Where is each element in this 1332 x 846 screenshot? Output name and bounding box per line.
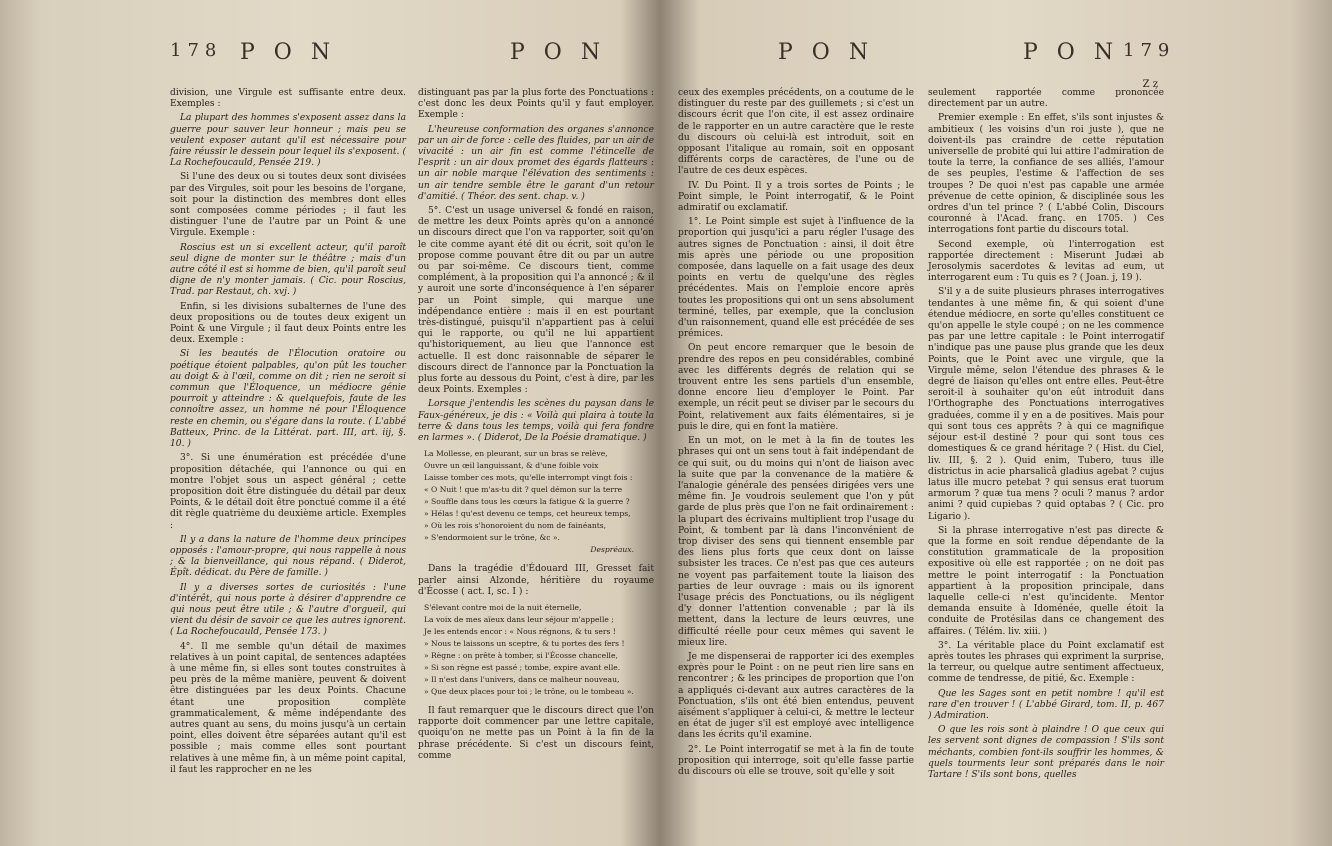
paragraph: 2°. Le Point interrogatif se met à la fin de toute proposition qui interroge, soit qu'elle fasse partie du discours où elle se trouve, soit qu'elle y soit <box>678 744 914 777</box>
paragraph: Si la phrase interrogative n'est pas directe & que la forme en soit rendue dépendante de la constitution grammaticale de la proposition expositive où elle est rapportée ; on ne doit pas mettre le point interrogatif : la Ponctuation appartient à la proposition principale, dans laquelle celle-ci n'est qu'incidente. Mentor demanda ensuite à Idoménée, quelle étoit la conduite de Protésilas dans ce changement des affaires. ( Télém. liv. xiii. ) <box>928 525 1164 637</box>
paragraph: IV. Du Point. Il y a trois sortes de Points ; le Point simple, le Point interrogatif, & le Point admiratif ou exclamatif. <box>678 180 914 214</box>
paragraph: La plupart des hommes s'exposent assez dans la guerre pour sauver leur honneur ; mais peu se veulent exposer autant qu'il est nécessaire pour faire réussir le dessein pour lequel ils s'exposent. ( La Rochefoucauld, Pensée 219. ) <box>170 113 406 169</box>
paragraph: Si les beautés de l'Élocution oratoire ou poétique étoient palpables, qu'on pût les toucher au doigt & à l'œil, comme on dit ; rien ne seroit si commun que l'Éloquence, un médiocre génie pourroit y atteindre : & quelquefois, faute de les connoître assez, un homme né pour l'Éloquence reste en chemin, ou s'égare dans la route. ( L'abbé Batteux, Princ. de la Littérat. part. III, art. iij, §. 10. ) <box>170 349 406 450</box>
paragraph: Je me dispenserai de rapporter ici des exemples exprès pour le Point : on ne peut rien lire sans en rencontrer ; & les principes de proportion que l'on a appliqués ci-devant aux autres caractères de la Ponctuation, s'ils ont été bien entendus, peuvent aisément s'appliquer à celui-ci, & mettre le lecteur en état de juger s'il est employé avec intelligence dans les écrits qu'il examine. <box>678 651 914 741</box>
left-column-1 <box>170 88 406 779</box>
head-title-left: P O N <box>778 40 875 65</box>
verse-line: S'élevant contre moi de la nuit éternelle, <box>424 602 582 612</box>
paragraph: En un mot, on le met à la fin de toutes les phrases qui ont un sens tout à fait indépendant de ce qui suit, ou du moins qui n'ont de liaison avec la suite que par la convenance de la matière & l'analogie générale des pensées dirigées vers une même fin. Je voudrois seulement que l'on y pût garde de plus près que l'on ne fait ordinairement : la plupart des écrivains multiplient trop l'usage du Point, & tombent par là dans l'inconvénient de trop diviser des sens qui tiennent ensemble par des liens plus forts que ceux dont on laisse subsister les traces. Ce n'est pas que ces auteurs ne voyent pas parfaitement toute la liaison des parties de leur ouvrage : mais ou ils ignorent l'usage précis des Ponctuations, ou ils négligent d'y donner l'attention convenable ; par là ils mettent, dans la lecture de leurs œuvres, une difficulté réelle pour ceux mêmes qui savent le mieux lire. <box>678 436 914 648</box>
verse-line: » Règne : on prête à tomber, si l'Écosse chancelle, <box>424 650 618 660</box>
head-title-left: P O N <box>240 40 337 65</box>
verse-quote-2 <box>424 602 654 698</box>
paragraph: 4°. Il me semble qu'un détail de maximes relatives à un point capital, de sentences adaptées à une même fin, si elles sont toutes construites à peu près de la même manière, peuvent & doivent être distinguées par les deux Points. Chacune étant une proposition complète grammaticalement, & même indépendante des autres quant au sens, du moins jusqu'à un certain point, elles doivent être séparées autant qu'il est possible ; mais comme elles sont pourtant relatives à une même fin, à un même point capital, il faut les rapprocher en ne les <box>170 641 406 775</box>
paragraph: Enfin, si les divisions subalternes de l'une des deux propositions ou de toutes deux exigent un Point & une Virgule ; il faut deux Points entre les deux. Exemple : <box>170 301 406 346</box>
paragraph: Il faut remarquer que le discours direct que l'on rapporte doit commencer par une lettre capitale, quoiqu'on ne mette pas un Point à la fin de la phrase précédente. Si c'est un discours feint, comme <box>418 705 654 761</box>
paragraph: Roscius est un si excellent acteur, qu'il paroît seul digne de monter sur le théâtre ; mais d'un autre côté il est si homme de bien, qu'il paroît seul digne de n'y monter jamais. ( Cic. pour Roscius, Trad. par Restaut, ch. xvj. ) <box>170 242 406 298</box>
signature-mark: Z z <box>1142 79 1158 90</box>
head-title-right: P O N <box>1023 40 1120 65</box>
verse-line: Je les entends encor : « Nous régnons, & tu sers ! <box>424 626 616 636</box>
verse-line: Laisse tomber ces mots, qu'elle interrompt vingt fois : <box>424 473 633 483</box>
paragraph: Lorsque j'entendis les scènes du paysan dans le Faux-généreux, je dis : « Voilà qui plaira à toute la terre & dans tous les temps, voilà qui fera fondre en larmes ». ( Diderot, De la Poésie dramatique. ) <box>418 399 654 444</box>
paragraph: Que les Sages sont en petit nombre ! qu'il est rare d'en trouver ! ( L'abbé Girard, tom. II, p. 467 ) Admiration. <box>928 688 1164 721</box>
paragraph: Il y a dans la nature de l'homme deux principes opposés : l'amour-propre, qui nous rappelle à nous ; & la bienveillance, qui nous répand. ( Diderot, Épît. dédicat. du Père de famille. ) <box>170 534 406 579</box>
paragraph: 1°. Le Point simple est sujet à l'influence de la proportion qui jusqu'ici a paru régler l'usage des autres signes de Ponctuation : ainsi, il doit être mis après une période ou une proposition composée, dans laquelle on a fait usage des deux points en vertu de quelqu'une des règles précédentes. Mais on l'emploie encore après toutes les propositions qui ont un sens absolument terminé, telles, par exemple, que la conclusion d'un raisonnement, quand elle est précédée de ses prémices. <box>678 217 914 340</box>
page-number: 179 <box>1123 40 1176 61</box>
paragraph: Premier exemple : En effet, s'ils sont injustes & ambitieux ( les voisins d'un roi juste ), que ne doivent-ils pas craindre de cette réputation universelle de probité qui lui attire l'admiration de toute la terre, la confiance de ses alliés, l'amour de ses peuples, l'estime & l'affection de ses troupes ? De quoi n'est pas capable une armée prévenue de cette opinion, & disciplinée sous les ordres d'un tel prince ? ( L'abbé Colin, Discours couronné à l'Acad. franç. en 1705. ) Ces interrogations font partie du discours total. <box>928 113 1164 236</box>
verse-line: » Où les rois s'honoroient du nom de fainéants, <box>424 521 607 531</box>
paragraph: On peut encore remarquer que le besoin de prendre des repos en peu considérables, combiné avec les différents degrés de relation qui se trouvent entre les sens partiels d'un ensemble, donne encore lieu d'employer le Point. Par exemple, un récit peut se diviser par le secours du Point, relativement aux faits élémentaires, si je puis le dire, qui en font la matière. <box>678 343 914 432</box>
verse-line: « O Nuit ! que m'as-tu dit ? quel démon sur la terre <box>424 485 623 495</box>
paragraph: 3°. La véritable place du Point exclamatif est après toutes les phrases qui expriment la surprise, la terreur, ou quelque autre sentiment affectueux, comme de tendresse, de pitié, &c. Exemple : <box>928 640 1164 685</box>
left-page <box>160 40 654 775</box>
verse-quote-1 <box>424 448 654 556</box>
verse-author: Despréaux. <box>590 545 634 555</box>
right-column-2 <box>928 88 1164 784</box>
paragraph: Second exemple, où l'interrogation est rapportée directement : Miserunt Judæi ab Jerosolymis sacerdotes & levitas ad eum, ut interrogarent eum : Tu quis es ? ( Joan. j, 19 ). <box>928 239 1164 284</box>
paragraph: 3°. Si une énumération est précédée d'une proposition détachée, qui l'annonce ou qui en montre l'objet sous un aspect général ; cette proposition doit être distinguée du détail par deux Points, & le détail doit être ponctué comme il a été dit règle quatrième du deuxième article. Exemples : <box>170 453 406 531</box>
verse-line: La voix de mes aïeux dans leur séjour m'appelle ; <box>424 614 614 624</box>
page-number: 178 <box>170 40 223 61</box>
paragraph: L'heureuse conformation des organes s'annonce par un air de force : celle des fluides, par un air de vivacité : un air fin est comme l'étincelle de l'esprit : un air doux promet des égards flatteurs : un air noble marque l'élévation des sentiments : un air tendre semble être le garant d'un retour d'amitié. ( Théor. des sent. chap. v. ) <box>418 124 654 202</box>
paragraph: Dans la tragédie d'Édouard III, Gresset fait parler ainsi Alzonde, héritière du royaume d'Écosse ( act. I, sc. I ) : <box>418 564 654 597</box>
paragraph: O que les rois sont à plaindre ! O que ceux qui les servent sont dignes de compassion ! S'ils sont méchants, combien font-ils souffrir les hommes, & quels tourments leur sont préparés dans le noir Tartare ! S'ils sont bons, quelles <box>928 725 1164 780</box>
paragraph: seulement rapportée comme prononcée directement par un autre. <box>928 88 1164 110</box>
paragraph: division, une Virgule est suffisante entre deux. Exemples : <box>170 88 406 110</box>
verse-line: » Souffle dans tous les cœurs la fatigue & la guerre ? <box>424 497 630 507</box>
verse-line: Ouvre un œil languissant, & d'une foible voix <box>424 461 599 471</box>
right-column-1 <box>678 88 914 781</box>
paragraph: 5°. C'est un usage universel & fondé en raison, de mettre les deux Points après qu'on a annoncé un discours direct que l'on va rapporter, soit qu'on le cite comme ayant été dit ou écrit, soit qu'on le propose comme pouvant être dit ou par un autre ou par soi-même. Ce discours tient, comme complément, à la proposition qui l'a annoncé ; & il y auroit une sorte d'inconséquence à l'en séparer par un Point simple, qui marque une indépendance entière : mais il en est pourtant très-distingué, puisqu'il n'appartient pas à celui qui le rapporte, ou qu'il ne lui appartient qu'historiquement, au lieu que l'annonce est actuelle. Il est donc raisonnable de séparer le discours direct de l'annonce par la Ponctuation la plus forte au dessous du Point, c'est à dire, par les deux Points. Exemples : <box>418 206 654 396</box>
running-head-right <box>678 40 1176 88</box>
verse-line: » Hélas ! qu'est devenu ce temps, cet heureux temps, <box>424 509 631 519</box>
verse-line: La Mollesse, en pleurant, sur un bras se relève, <box>424 449 608 459</box>
verse-line: » Il n'est dans l'univers, dans ce malheur nouveau, <box>424 674 620 684</box>
head-title-right: P O N <box>510 40 607 65</box>
verse-line: » S'endormoient sur le trône, &c ». <box>424 533 560 543</box>
paragraph: Si l'une des deux ou si toutes deux sont divisées par des Virgules, soit pour les besoins de l'organe, soit pour la distinction des membres dont elles sont composées comme périodes ; il faut les distinguer l'une de l'autre par un Point & une Virgule. Exemple : <box>170 172 406 239</box>
right-page <box>678 40 1176 780</box>
verse-line: » Si son règne est passé ; tombe, expire avant elle. <box>424 662 621 672</box>
verse-line: » Nous te laissons un sceptre, & tu portes des fers ! <box>424 638 625 648</box>
running-head-left <box>160 40 650 88</box>
verse-line: » Que deux places pour toi ; le trône, ou le tombeau ». <box>424 686 634 696</box>
paragraph: S'il y a de suite plusieurs phrases interrogatives tendantes à une même fin, & qui soient d'une étendue médiocre, en sorte qu'elles constituent ce qu'on appelle le style coupé ; on ne les commence pas par une lettre capitale : le Point interrogatif n'indique pas une pause plus grande que les deux Points, que le Point avec une virgule, que la Virgule même, selon l'étendue des phrases & le degré de liaison qu'elles ont entre elles. Peut-être seroit-il à souhaiter qu'on eût introduit dans l'Orthographe des Ponctuations interrogatives graduées, comme il y en a de positives. Mais pour qui sont tous ces apprêts ? à qui ce magnifique séjour est-il destiné ? pour qui sont tous ces domestiques & ce grand héritage ? ( Hist. du Ciel, liv. III, §. 2 ). Quid enim, Tubero, tuus ille districtus in acie pharsalicâ gladius agebat ? cujus latus ille mucro petebat ? qui sensus erat tuorum armorum ? quæ tua mens ? oculi ? manus ? ardor animi ? quid cupiebas ? quid optabas ? ( Cic. pro Ligario ). <box>928 287 1164 522</box>
left-column-2 <box>418 88 654 765</box>
paragraph: distinguant pas par la plus forte des Ponctuations : c'est donc les deux Points qu'il y faut employer. Exemple : <box>418 88 654 121</box>
paragraph: ceux des exemples précédents, on a coutume de le distinguer du reste par des guillemets ; si c'est un discours écrit que l'on cite, il est assez ordinaire de le rapporter en un autre caractère que le reste du discours où celui-là est introduit, soit en opposant l'italique au romain, soit en opposant différents corps de caractères, de l'une ou de l'autre de ces deux espèces. <box>678 88 914 177</box>
paragraph: Il y a diverses sortes de curiosités : l'une d'intérêt, qui nous porte à désirer d'apprendre ce qui nous peut être utile ; & l'autre d'orgueil, qui vient du désir de savoir ce que les autres ignorent. ( La Rochefoucauld, Pensée 173. ) <box>170 582 406 638</box>
